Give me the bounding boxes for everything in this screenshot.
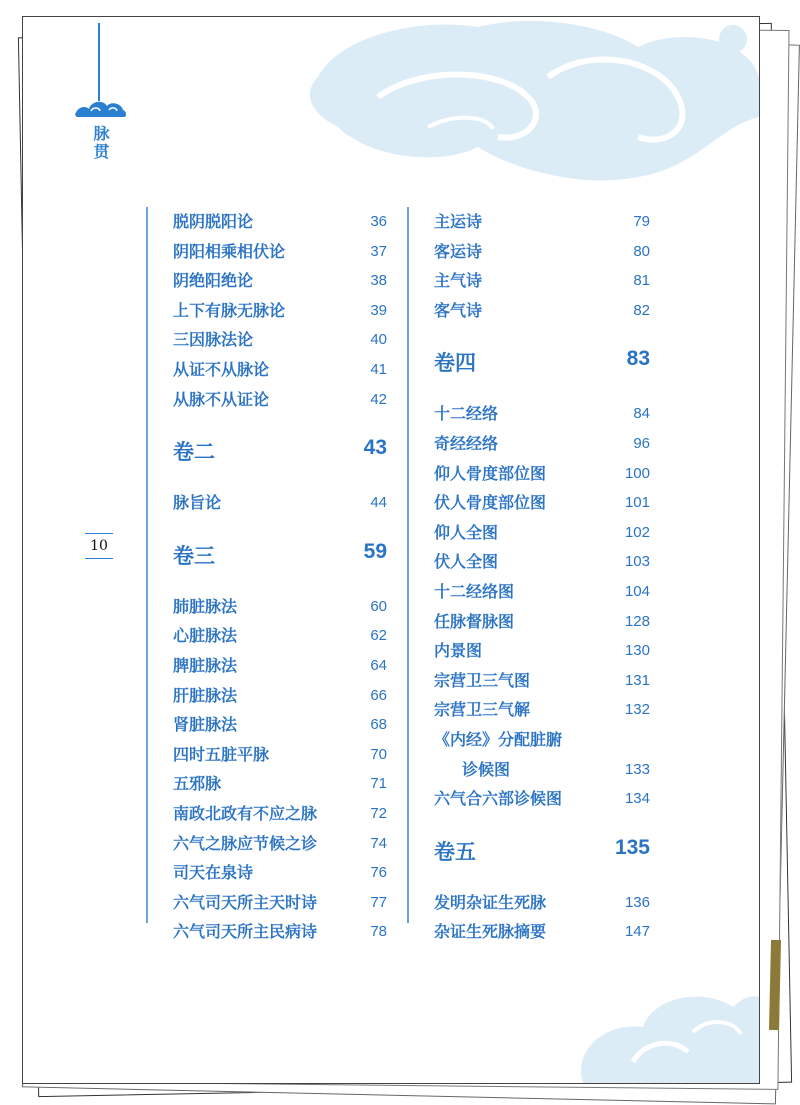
toc-entry[interactable] (148, 858, 386, 888)
entry-page: 136 (624, 893, 650, 911)
toc-entry[interactable] (409, 636, 649, 666)
entry-page: 132 (624, 701, 650, 719)
running-head-title: 脉贯 (91, 125, 110, 161)
entry-title: 主气诗 (434, 271, 483, 291)
toc-volume-heading[interactable] (409, 325, 649, 399)
entry-title: 宗营卫三气解 (434, 700, 531, 720)
entry-title: 南政北政有不应之脉 (173, 803, 318, 823)
entry-page: 79 (633, 213, 650, 230)
toc-entry[interactable] (148, 651, 386, 681)
entry-title: 宗营卫三气图 (434, 670, 531, 690)
toc-entry[interactable] (409, 459, 649, 489)
entry-page: 37 (370, 242, 387, 260)
toc-entry[interactable] (148, 207, 386, 237)
volume-page: 59 (363, 539, 387, 563)
entry-page: 41 (370, 360, 387, 378)
entry-page: 77 (370, 893, 387, 911)
toc-entry[interactable] (409, 784, 649, 814)
entry-page: 44 (370, 494, 387, 512)
toc-entry[interactable] (148, 385, 386, 415)
entry-title: 脉旨论 (173, 493, 222, 513)
entry-title: 发明杂证生死脉 (434, 892, 547, 912)
toc-entry[interactable] (409, 725, 649, 755)
toc-volume-heading[interactable] (148, 414, 386, 488)
toc-entry[interactable] (148, 237, 386, 267)
entry-page: 62 (370, 627, 387, 645)
entry-title: 《内经》分配脏腑 (434, 729, 563, 749)
toc-entry[interactable] (409, 917, 649, 947)
toc-entry[interactable] (148, 917, 386, 947)
entry-title: 客运诗 (434, 241, 483, 261)
entry-title: 上下有脉无脉论 (173, 300, 286, 320)
entry-page: 78 (370, 923, 387, 941)
entry-title: 阴绝阳绝论 (173, 271, 254, 291)
entry-page: 42 (370, 390, 387, 408)
toc-entry[interactable] (148, 592, 386, 622)
entry-title: 伏人全图 (434, 552, 499, 572)
entry-page: 68 (370, 716, 387, 734)
toc-entry[interactable] (409, 429, 649, 459)
entry-title: 六气司天所主民病诗 (173, 922, 318, 942)
entry-title: 肾脏脉法 (173, 715, 238, 735)
toc-entry[interactable] (148, 355, 386, 385)
toc-entry[interactable] (409, 755, 649, 785)
volume-page: 135 (614, 835, 650, 859)
entry-page: 134 (624, 790, 650, 808)
entry-title: 四时五脏平脉 (173, 744, 270, 764)
volume-title: 卷四 (434, 350, 476, 376)
page-edge-stripe (769, 940, 781, 1030)
volume-title: 卷五 (434, 838, 476, 864)
entry-page: 103 (624, 553, 650, 571)
toc-entry[interactable] (409, 666, 649, 696)
entry-title: 客气诗 (434, 300, 483, 320)
entry-page: 60 (370, 597, 387, 615)
volume-title: 卷三 (173, 542, 215, 568)
cloud-ornament-icon (73, 97, 127, 119)
entry-title: 奇经经络 (434, 433, 499, 453)
entry-title: 六气之脉应节候之诊 (173, 833, 318, 853)
toc-entry[interactable] (148, 888, 386, 918)
toc-entry[interactable] (409, 296, 649, 326)
entry-page: 80 (633, 242, 650, 260)
toc-entry[interactable] (409, 888, 649, 918)
entry-title: 内景图 (434, 641, 483, 661)
toc-entry[interactable] (409, 607, 649, 637)
entry-page: 96 (633, 434, 650, 452)
toc-entry[interactable] (148, 621, 386, 651)
toc-volume-heading[interactable] (148, 518, 386, 592)
volume-page: 43 (363, 436, 387, 460)
toc-entry[interactable] (409, 518, 649, 548)
entry-title: 肝脏脉法 (173, 685, 238, 705)
header-hanging-line (98, 23, 100, 101)
entry-title: 杂证生死脉摘要 (434, 922, 547, 942)
cloud-decoration-bottom (563, 972, 759, 1083)
toc-entry[interactable] (409, 237, 649, 267)
entry-page: 100 (624, 464, 650, 482)
entry-title: 从脉不从证论 (173, 389, 270, 409)
entry-page: 39 (370, 301, 387, 319)
entry-title: 仰人全图 (434, 522, 499, 542)
toc-entry[interactable] (148, 710, 386, 740)
toc-entry[interactable] (148, 266, 386, 296)
entry-page: 131 (624, 671, 650, 689)
entry-page: 38 (370, 272, 387, 290)
entry-page: 70 (370, 745, 387, 763)
entry-page: 82 (633, 301, 650, 319)
toc-column-right (407, 207, 650, 942)
volume-page: 83 (626, 347, 650, 371)
entry-page: 102 (624, 523, 650, 541)
entry-page: 74 (370, 834, 387, 852)
entry-page: 76 (370, 864, 387, 882)
entry-title: 六气合六部诊候图 (434, 789, 563, 809)
toc-entry[interactable] (409, 266, 649, 296)
entry-title: 任脉督脉图 (434, 611, 515, 631)
entry-title: 阴阳相乘相伏论 (173, 241, 286, 261)
toc-entry[interactable] (148, 740, 386, 770)
page-number: 10 (85, 533, 113, 559)
toc-entry[interactable] (148, 488, 386, 518)
entry-title: 司天在泉诗 (173, 863, 254, 883)
entry-page: 36 (370, 213, 387, 230)
entry-page: 66 (370, 686, 387, 704)
entry-title: 脾脏脉法 (173, 655, 238, 675)
toc-entry[interactable] (409, 399, 649, 429)
toc-entry[interactable] (148, 769, 386, 799)
entry-page: 71 (370, 775, 387, 793)
toc-volume-heading[interactable] (409, 814, 649, 888)
toc-entry[interactable] (148, 681, 386, 711)
entry-page: 64 (370, 656, 387, 674)
toc-entry[interactable] (409, 207, 649, 237)
cloud-decoration-top (278, 17, 759, 187)
entry-title: 脱阴脱阳论 (173, 212, 254, 231)
entry-title: 诊候图 (462, 759, 511, 779)
entry-title: 主运诗 (434, 212, 483, 231)
toc-entry[interactable] (409, 577, 649, 607)
entry-title: 六气司天所主天时诗 (173, 892, 318, 912)
entry-page: 104 (624, 582, 650, 600)
entry-title: 仰人骨度部位图 (434, 463, 547, 483)
entry-page: 101 (624, 494, 650, 512)
entry-title: 伏人骨度部位图 (434, 493, 547, 513)
toc-entry[interactable] (148, 799, 386, 829)
entry-title: 三因脉法论 (173, 330, 254, 350)
entry-page: 72 (370, 804, 387, 822)
toc-entry[interactable] (409, 695, 649, 725)
entry-title: 十二经络图 (434, 581, 515, 601)
toc-page (22, 16, 760, 1084)
entry-title: 心脏脉法 (173, 626, 238, 646)
entry-page: 130 (624, 642, 650, 660)
toc-entry[interactable] (409, 547, 649, 577)
entry-page: 133 (624, 760, 650, 778)
entry-title: 五邪脉 (173, 774, 222, 794)
entry-page: 40 (370, 331, 387, 349)
entry-page: 84 (633, 405, 650, 423)
entry-title: 十二经络 (434, 404, 499, 424)
entry-page: 147 (624, 923, 650, 941)
volume-title: 卷二 (173, 439, 215, 465)
entry-page: 128 (624, 612, 650, 630)
toc-entry[interactable] (148, 829, 386, 859)
entry-title: 肺脏脉法 (173, 596, 238, 616)
toc-column-left (146, 207, 387, 942)
toc-entry[interactable] (148, 325, 386, 355)
entry-title: 从证不从脉论 (173, 359, 270, 379)
toc-entry[interactable] (148, 296, 386, 326)
toc-entry[interactable] (409, 488, 649, 518)
entry-page: 81 (633, 272, 650, 290)
